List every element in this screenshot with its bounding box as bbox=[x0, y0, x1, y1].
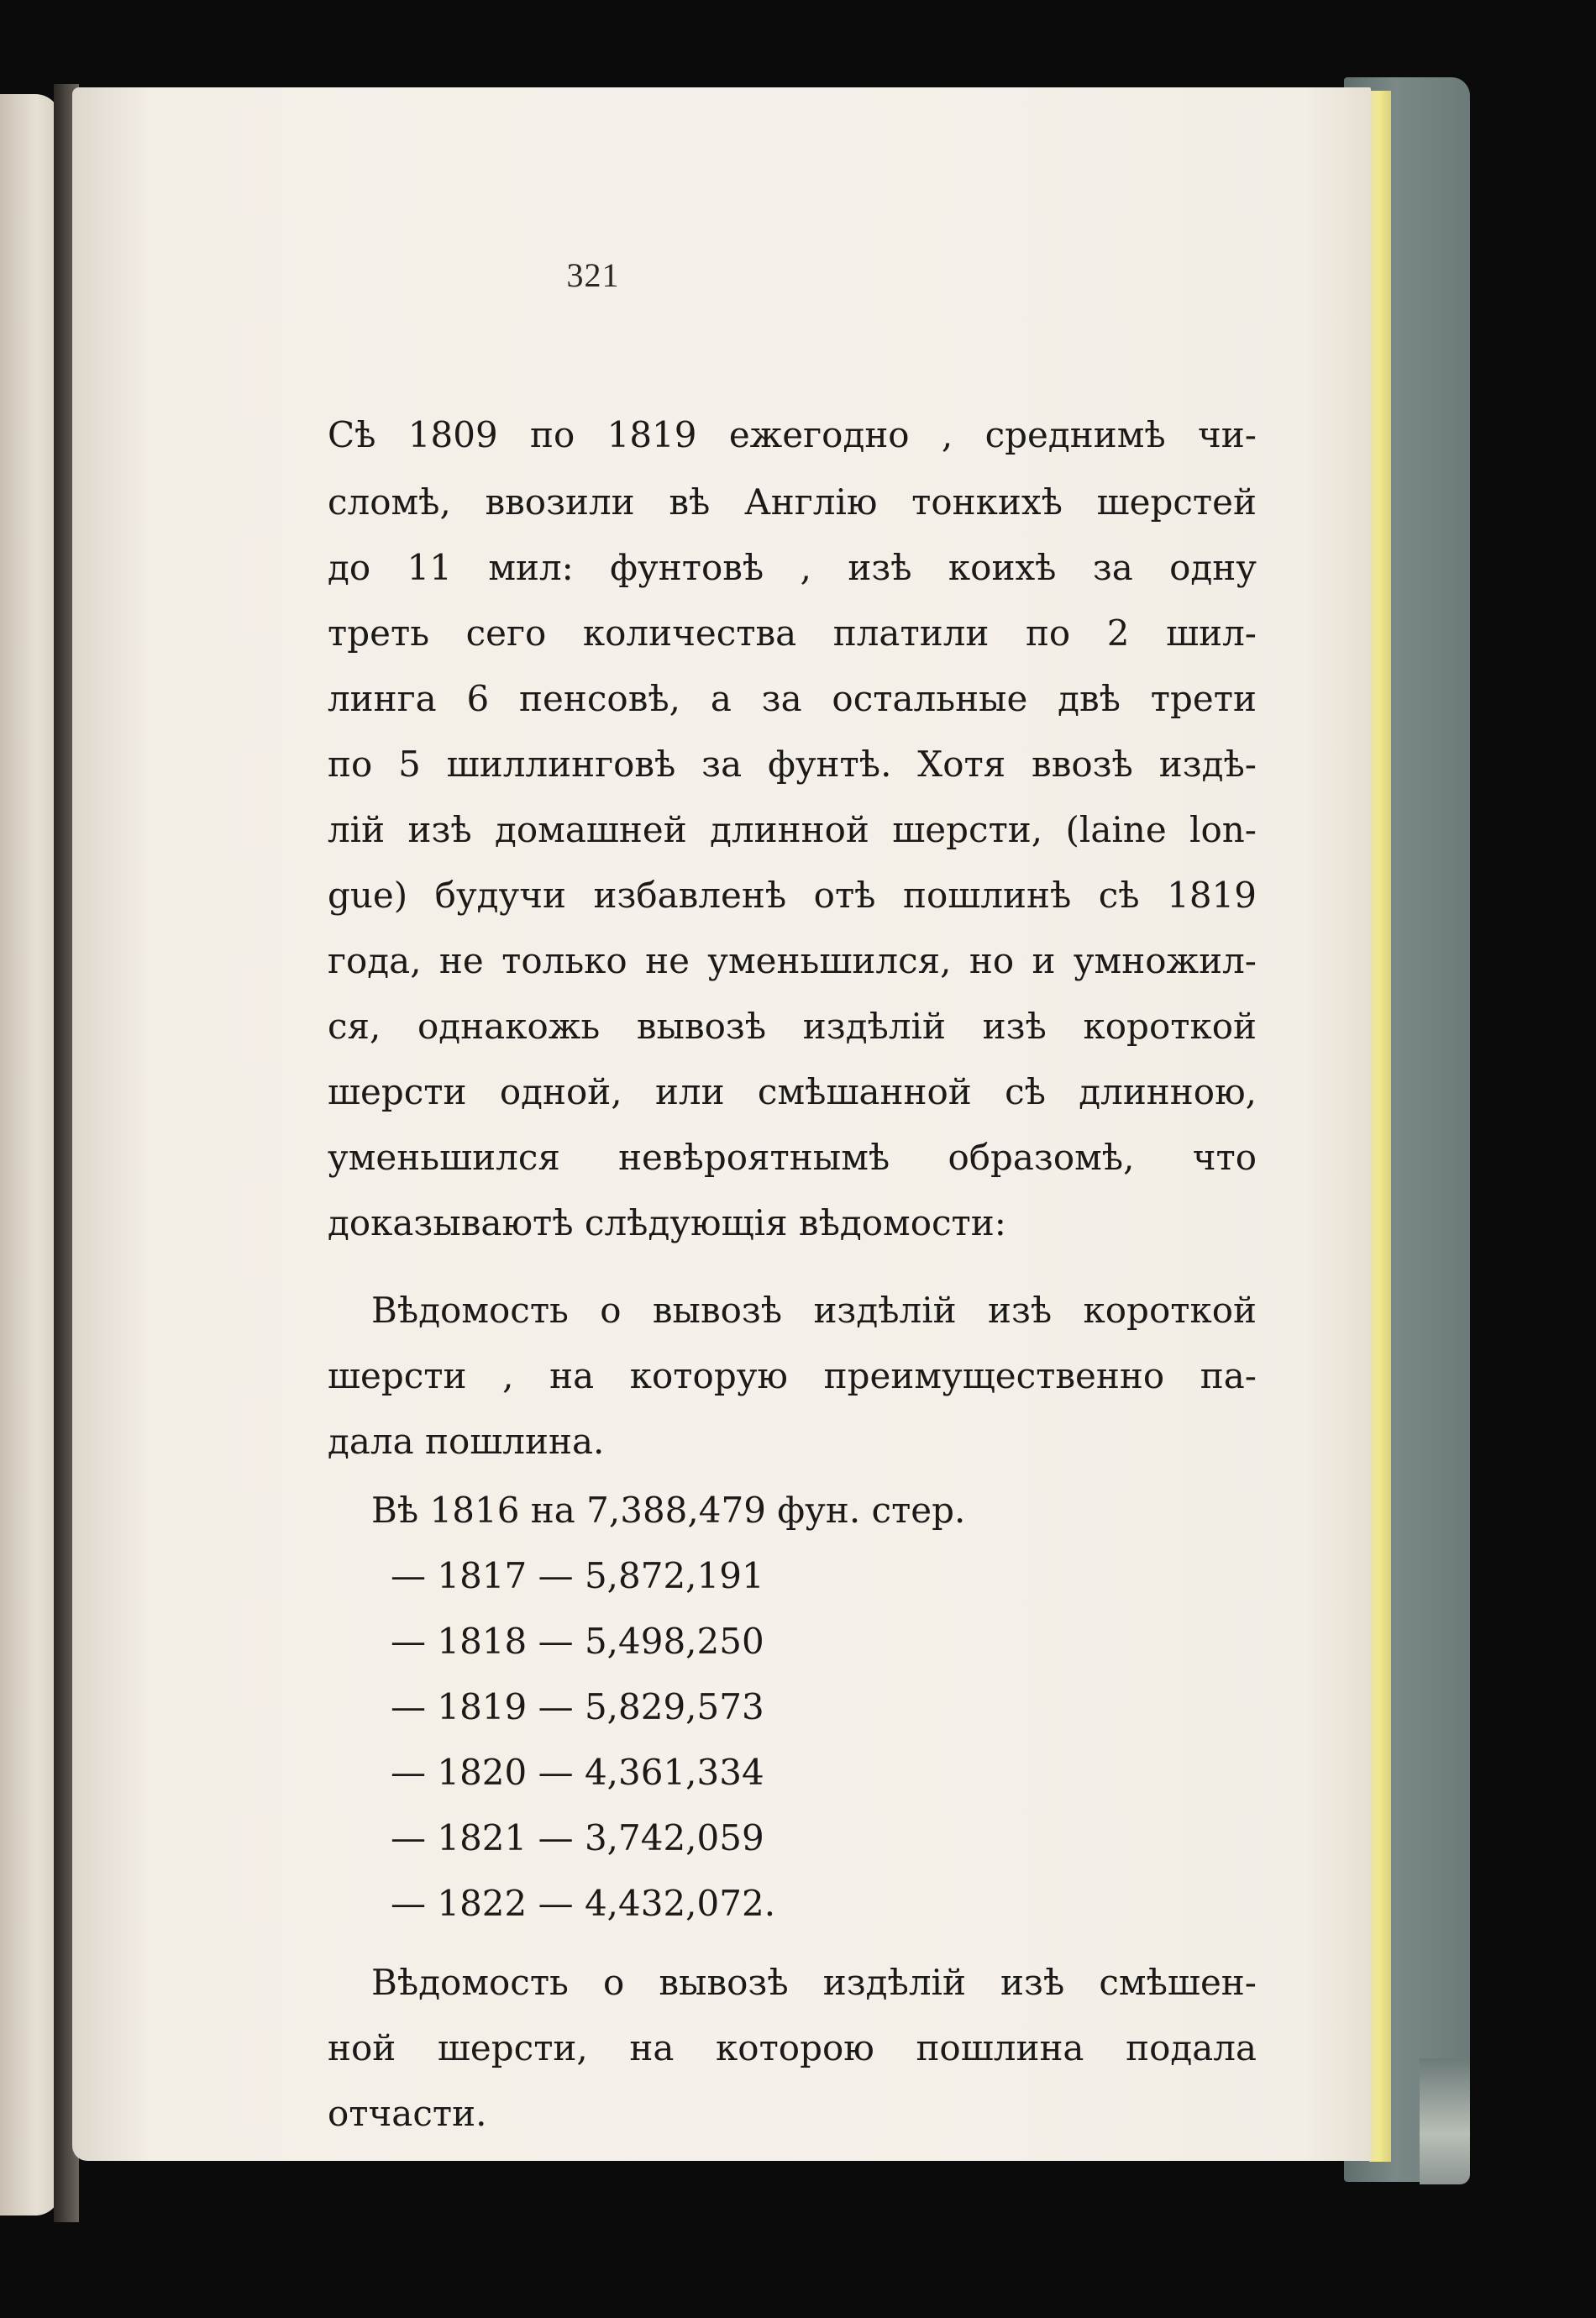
heading-line: дала пошлина. bbox=[328, 1421, 605, 1462]
paragraph-line: лій изѣ домашней длинной шерсти, (laine lon- bbox=[328, 809, 1257, 850]
paragraph-line: сломѣ, ввозили вѣ Англію тонкихѣ шерстей bbox=[328, 481, 1257, 523]
page-edges bbox=[1369, 91, 1391, 2162]
table-row: — 1822 — 4,432,072. bbox=[391, 1883, 776, 1924]
paragraph-line: ся, однакожь вывозѣ издѣлій изѣ короткой bbox=[328, 1006, 1257, 1047]
heading-line: Вѣдомость о вывозѣ издѣлій изѣ смѣшен- bbox=[371, 1962, 1257, 2003]
table-row: — 1819 — 5,829,573 bbox=[391, 1686, 764, 1727]
paragraph-line: треть сего количества платили по 2 шил- bbox=[328, 612, 1257, 654]
paragraph-line: года, не только не уменьшился, но и умножил- bbox=[328, 940, 1257, 981]
book-page bbox=[72, 87, 1371, 2161]
paragraph-line: Сѣ 1809 по 1819 ежегодно , среднимѣ чи- bbox=[328, 414, 1257, 455]
cover-corner-wear bbox=[1420, 2058, 1470, 2184]
table-row: — 1820 — 4,361,334 bbox=[391, 1752, 764, 1793]
facing-page-edge bbox=[0, 94, 60, 2216]
table-row: — 1821 — 3,742,059 bbox=[391, 1817, 764, 1858]
heading-line: ной шерсти, на которою пошлина подала bbox=[328, 2027, 1257, 2068]
paragraph-line: уменьшился невѣроятнымѣ образомѣ, что bbox=[328, 1137, 1257, 1178]
page-number: 321 bbox=[566, 256, 620, 294]
table-row: Вѣ 1816 на 7,388,479 фун. стер. bbox=[371, 1490, 966, 1531]
paragraph-line: доказываютѣ слѣдующія вѣдомости: bbox=[328, 1202, 1006, 1243]
heading-line: Вѣдомость о вывозѣ издѣлій изѣ короткой bbox=[371, 1290, 1257, 1331]
paragraph-line: gue) будучи избавленѣ отѣ пошлинѣ сѣ 1819 bbox=[328, 875, 1257, 916]
heading-line: отчасти. bbox=[328, 2093, 487, 2134]
paragraph-line: до 11 мил: фунтовѣ , изѣ коихѣ за одну bbox=[328, 547, 1257, 588]
table-row: — 1817 — 5,872,191 bbox=[391, 1555, 764, 1596]
paragraph-line: линга 6 пенсовѣ, а за остальные двѣ трети bbox=[328, 678, 1257, 719]
heading-line: шерсти , на которую преимущественно па- bbox=[328, 1355, 1257, 1396]
table-row: — 1818 — 5,498,250 bbox=[391, 1621, 764, 1662]
paragraph-line: шерсти одной, или смѣшанной сѣ длинною, bbox=[328, 1071, 1257, 1112]
paragraph-line: по 5 шиллинговѣ за фунтѣ. Хотя ввозѣ издѣ- bbox=[328, 744, 1257, 785]
